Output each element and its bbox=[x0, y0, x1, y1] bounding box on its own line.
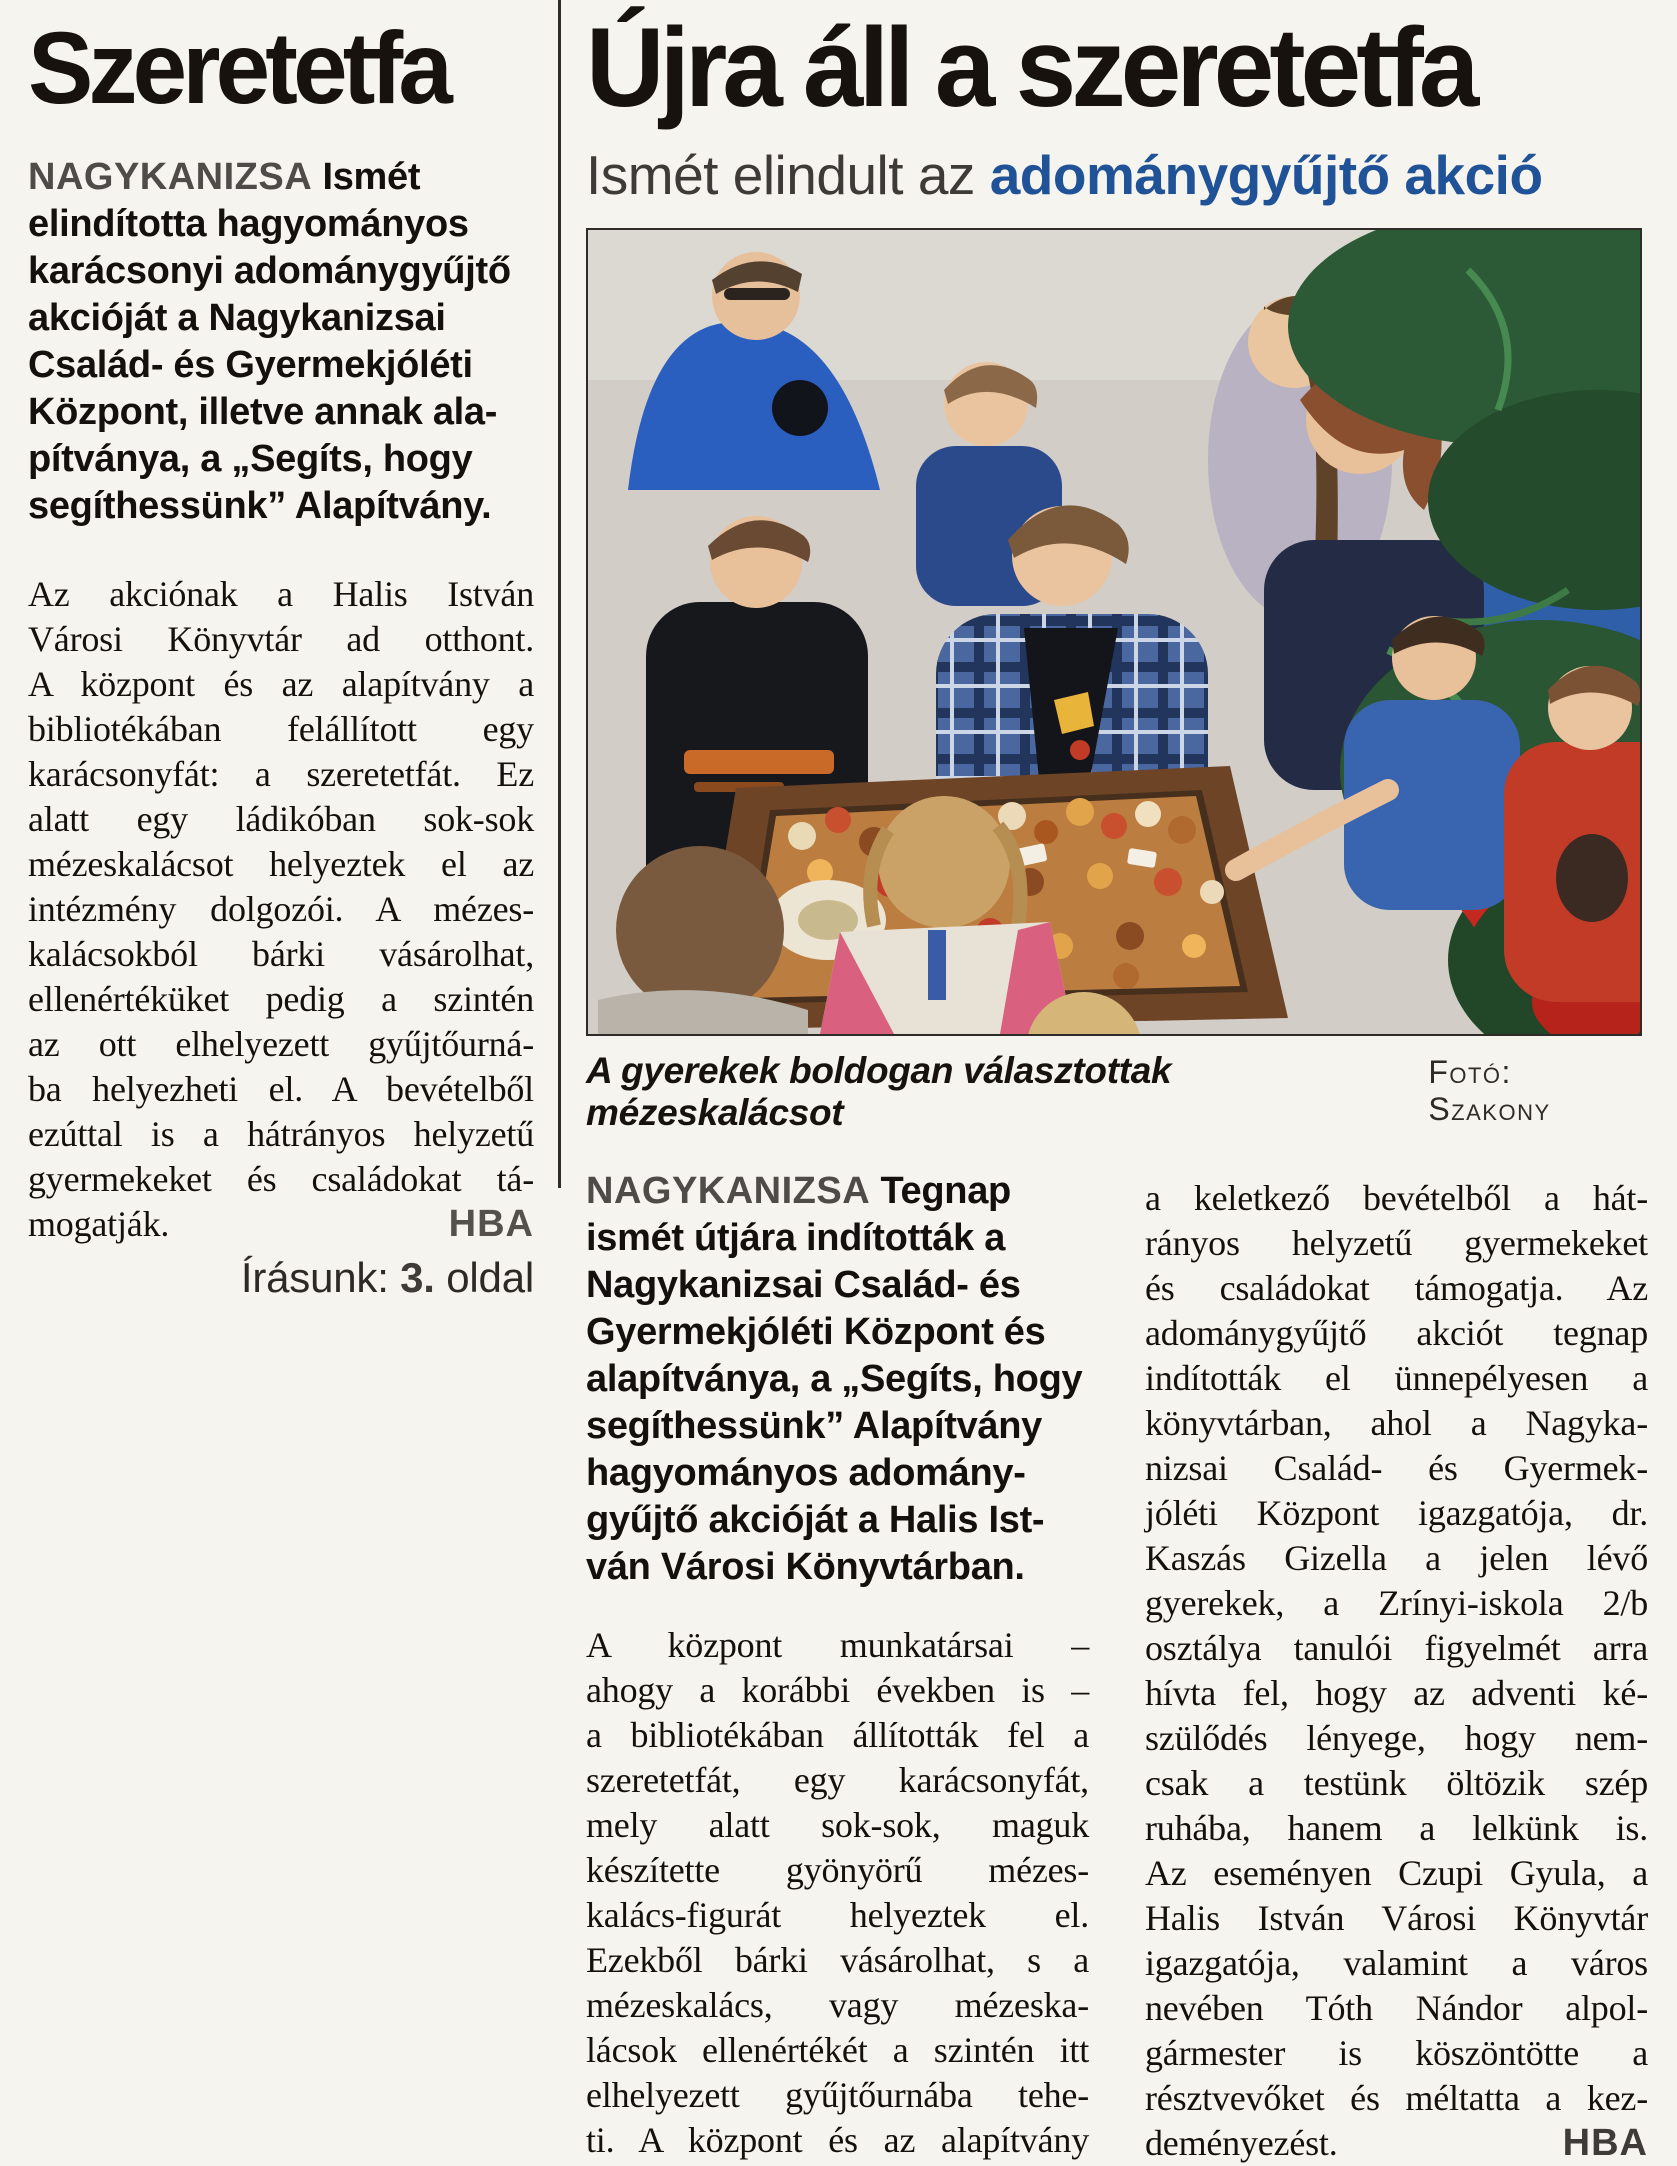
text-line: hagyományos adomány- bbox=[586, 1452, 1026, 1494]
article-body-paragraph-1 bbox=[586, 1623, 1089, 2163]
text-line: akcióját a Nagykanizsai bbox=[28, 297, 446, 340]
main-article bbox=[586, 5, 1648, 2166]
text-line: osztálya tanulói figyelmét arra bbox=[1145, 1628, 1648, 1668]
brief-lead-paragraph bbox=[28, 154, 534, 530]
text-line: Központ, illetve annak ala- bbox=[28, 391, 498, 434]
article-subtitle bbox=[586, 144, 1648, 206]
article-photo bbox=[586, 228, 1642, 1036]
text-line: elindította hagyományos bbox=[28, 203, 469, 246]
reference-suffix: oldal bbox=[434, 1254, 534, 1302]
text-line: alapítványa, a „Segíts, hogy bbox=[586, 1358, 1083, 1400]
text-line: lácsok ellenértékét a szintén itt bbox=[586, 2030, 1089, 2070]
body-lines bbox=[28, 572, 534, 1202]
text-line: kalács-figurát helyeztek el. bbox=[586, 1895, 1089, 1935]
text-line: csak a testünk öltözik szép bbox=[1145, 1763, 1648, 1803]
article-lead-paragraph bbox=[586, 1168, 1089, 1591]
author-initials: HBA bbox=[448, 1203, 534, 1246]
text-line: ruhába, hanem a lelkünk is. bbox=[1145, 1808, 1648, 1848]
text-line: ezúttal is a hátrányos helyzetű bbox=[28, 1114, 534, 1155]
text-line: ismét útjára indították a bbox=[586, 1217, 1006, 1259]
text-line: indították el ünnepélyesen a bbox=[1145, 1358, 1648, 1398]
text-line: rányos helyzetű gyermekeket bbox=[1145, 1223, 1648, 1263]
text-line: segíthessünk” Alapítvány bbox=[586, 1405, 1042, 1447]
location-tag: NAGYKANIZSA bbox=[28, 156, 313, 199]
text-line: mézeskalácsot helyeztek el az bbox=[28, 844, 534, 885]
text-line: bibliotékában felállított egy bbox=[28, 709, 534, 750]
text-line: Család- és Gyermekjóléti bbox=[28, 344, 473, 387]
lead-lines bbox=[28, 201, 534, 530]
text-line: gyermekeket és családokat tá- bbox=[28, 1159, 534, 1200]
text-line: jóléti Központ igazgatója, dr. bbox=[1145, 1493, 1648, 1533]
text-line: Ezekből bárki vásárolhat, s a bbox=[586, 1940, 1089, 1980]
text-line: nevében Tóth Nándor alpol- bbox=[1145, 1988, 1648, 2028]
text-line: szeretetfát, egy karácsonyfát, bbox=[586, 1760, 1089, 1800]
photo-credit: Fotó: Szakony bbox=[1428, 1054, 1551, 1127]
text-line: nizsai Család- és Gyermek- bbox=[1145, 1448, 1648, 1488]
text-line: ba helyezheti el. A bevételből bbox=[28, 1069, 534, 1110]
lead-first-line-text: Ismét bbox=[322, 156, 421, 199]
text-line: pítványa, a „Segíts, hogy bbox=[28, 438, 473, 481]
text-line: ti. A központ és az alapítvány bbox=[586, 2120, 1089, 2160]
lead-first-line-text: Tegnap bbox=[880, 1170, 1011, 1212]
text-line: és családokat támogatja. Az bbox=[1145, 1268, 1648, 1308]
text-line: segíthessünk” Alapítvány. bbox=[28, 485, 492, 528]
text-line: hívta fel, hogy az adventi ké- bbox=[1145, 1673, 1648, 1713]
text-line: szülődés lényege, hogy nem- bbox=[1145, 1718, 1648, 1758]
text-line: az ott elhelyezett gyűjtőurná- bbox=[28, 1024, 534, 1065]
brief-headline: Szeretetfa bbox=[28, 11, 449, 125]
text-line: karácsonyfát: a szeretetfát. Ez bbox=[28, 754, 534, 795]
article-closing-text: deményezést. bbox=[1145, 2123, 1338, 2163]
article-columns bbox=[586, 1168, 1648, 2166]
column-divider-rule bbox=[558, 0, 561, 1188]
text-line: A központ és az alapítvány a bbox=[28, 664, 534, 705]
lead-first-line bbox=[586, 1168, 1089, 1215]
text-line: ahogy a korábbi években is – bbox=[586, 1670, 1089, 1710]
text-line: gyűjtő akcióját a Halis Ist- bbox=[586, 1499, 1045, 1541]
text-line: adománygyűjtő akciót tegnap bbox=[1145, 1313, 1648, 1353]
text-line: Halis István Városi Könyvtár bbox=[1145, 1898, 1648, 1938]
reference-page-number: 3. bbox=[400, 1254, 435, 1302]
text-line: mézeskalács, vagy mézeska- bbox=[586, 1985, 1089, 2025]
text-line: Nagykanizsai Család- és bbox=[586, 1264, 1021, 1306]
left-brief-column bbox=[28, 11, 534, 1302]
text-line: intézmény dolgozói. A mézes- bbox=[28, 889, 534, 930]
photo-caption-row bbox=[586, 1050, 1642, 1134]
photo-illustration bbox=[588, 230, 1640, 1034]
body-lines bbox=[1145, 1176, 1648, 2121]
location-tag: NAGYKANIZSA bbox=[586, 1170, 871, 1212]
article-headline: Újra áll a szeretetfa bbox=[586, 5, 1475, 130]
article-column-2 bbox=[1145, 1168, 1648, 2166]
text-line: készítette gyönyörű mézes- bbox=[586, 1850, 1089, 1890]
brief-closing-text: mogatják. bbox=[28, 1204, 170, 1245]
text-line: elhelyezett gyűjtőurnába tehe- bbox=[586, 2075, 1089, 2115]
text-line: igazgatója, valamint a város bbox=[1145, 1943, 1648, 1983]
article-closing-row bbox=[1145, 2121, 1648, 2166]
text-line: A központ munkatársai – bbox=[586, 1625, 1089, 1665]
text-line: a keletkező bevételből a hát- bbox=[1145, 1178, 1648, 1218]
article-column-1 bbox=[586, 1168, 1089, 2166]
text-line: gármester is köszöntötte a bbox=[1145, 2033, 1648, 2073]
lead-first-line bbox=[28, 154, 534, 201]
page-reference bbox=[28, 1255, 534, 1300]
text-line: ván Városi Könyvtárban. bbox=[586, 1546, 1025, 1588]
lead-lines bbox=[586, 1215, 1089, 1591]
text-line: gyerekek, a Zrínyi-iskola 2/b bbox=[1145, 1583, 1648, 1623]
text-line: Kaszás Gizella a jelen lévő bbox=[1145, 1538, 1648, 1578]
subtitle-plain-text: Ismét elindult az bbox=[586, 144, 975, 206]
text-line: résztvevőket és méltatta a kez- bbox=[1145, 2078, 1648, 2118]
reference-prefix: Írásunk: bbox=[240, 1254, 401, 1302]
text-line: ellenértéküket pedig a szintén bbox=[28, 979, 534, 1020]
text-line: karácsonyi adománygyűjtő bbox=[28, 250, 511, 293]
author-initials: HBA bbox=[1562, 2122, 1648, 2164]
text-line: mely alatt sok-sok, maguk bbox=[586, 1805, 1089, 1845]
brief-body-paragraph bbox=[28, 572, 534, 1300]
text-line: alatt egy ládikóban sok-sok bbox=[28, 799, 534, 840]
body-lines bbox=[586, 1623, 1089, 2163]
text-line: kalácsokból bárki vásárolhat, bbox=[28, 934, 534, 975]
article-body-paragraph-2 bbox=[1145, 1176, 1648, 2166]
subtitle-accent-text: adománygyűjtő akció bbox=[989, 144, 1543, 206]
text-line: Gyermekjóléti Központ és bbox=[586, 1311, 1046, 1353]
text-line: Városi Könyvtár ad otthont. bbox=[28, 619, 534, 660]
photo-caption: A gyerekek boldogan választottak mézeskalácsot bbox=[586, 1050, 1172, 1133]
text-line: Az akciónak a Halis István bbox=[28, 574, 534, 615]
brief-closing-row bbox=[28, 1202, 534, 1247]
text-line: a bibliotékában állították fel a bbox=[586, 1715, 1089, 1755]
text-line: könyvtárban, ahol a Nagyka- bbox=[1145, 1403, 1648, 1443]
text-line: Az eseményen Czupi Gyula, a bbox=[1145, 1853, 1648, 1893]
